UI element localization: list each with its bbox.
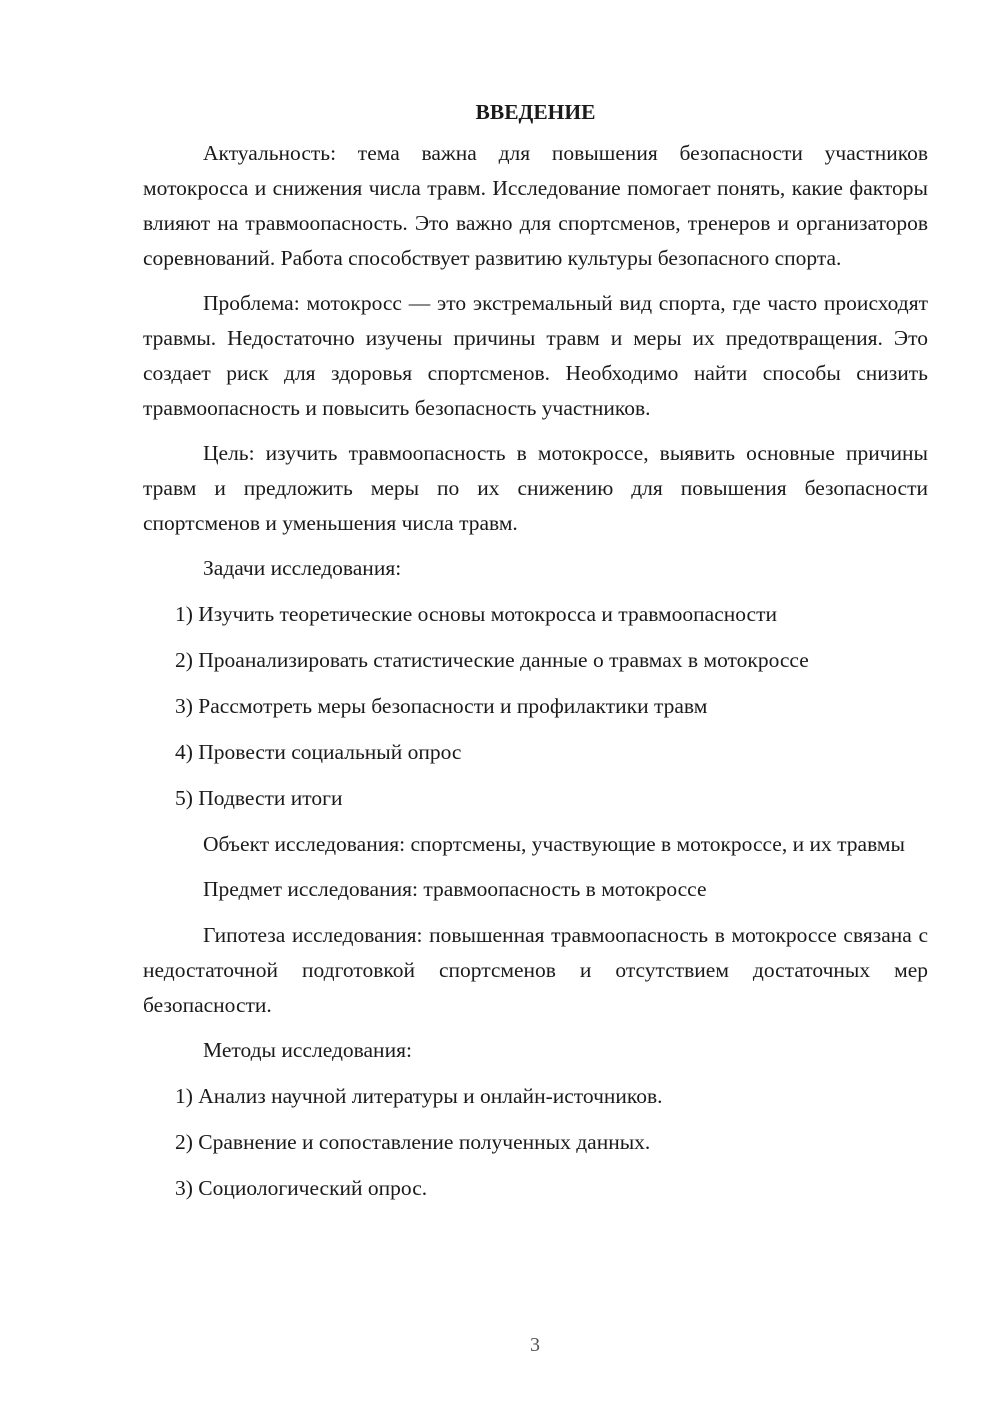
list-item: 1) Изучить теоретические основы мотокросса и травмоопасности <box>175 602 777 626</box>
object-paragraph: Объект исследования: спортсмены, участвующие в мотокроссе, и их травмы <box>203 832 905 856</box>
methods-list <box>143 1079 928 1206</box>
list-item: 2) Сравнение и сопоставление полученных данных. <box>175 1130 651 1154</box>
tasks-list <box>143 597 928 816</box>
subject-paragraph: Предмет исследования: травмоопасность в мотокроссе <box>203 877 707 901</box>
relevance-paragraph: Актуальность: тема важна для повышения безопасности участников мотокросса и снижения числа травм. Исследование помогает понять, какие факторы влияют на травмоопасность. Это важно для спортсменов, тренеров и организаторов соревнований. Работа способствует развитию культуры безопасного спорта. <box>143 141 928 270</box>
list-item: 3) Социологический опрос. <box>175 1176 428 1200</box>
list-item: 5) Подвести итоги <box>175 786 343 810</box>
goal-paragraph: Цель: изучить травмоопасность в мотокроссе, выявить основные причины травм и предложить меры по их снижению для повышения безопасности спортсменов и уменьшения числа травм. <box>143 441 928 535</box>
hypothesis-paragraph: Гипотеза исследования: повышенная травмоопасность в мотокроссе связана с недостаточной подготовкой спортсменов и отсутствием достаточных мер безопасности. <box>143 923 928 1017</box>
section-title: ВВЕДЕНИЕ <box>475 100 596 124</box>
list-item: 3) Рассмотреть меры безопасности и профилактики травм <box>175 694 708 718</box>
problem-paragraph: Проблема: мотокросс — это экстремальный вид спорта, где часто происходят травмы. Недостаточно изучены причины травм и меры их предотвращения. Это создает риск для здоровья спортсменов. Необходимо найти способы снизить травмоопасность и повысить безопасность участников. <box>143 291 928 420</box>
list-item: 2) Проанализировать статистические данные о травмах в мотокроссе <box>175 648 809 672</box>
document-page <box>143 97 928 1217</box>
list-item: 4) Провести социальный опрос <box>175 740 462 764</box>
tasks-heading: Задачи исследования: <box>203 556 402 580</box>
list-item: 1) Анализ научной литературы и онлайн-источников. <box>175 1084 663 1108</box>
methods-heading: Методы исследования: <box>203 1038 412 1062</box>
page-number: 3 <box>530 1334 540 1356</box>
